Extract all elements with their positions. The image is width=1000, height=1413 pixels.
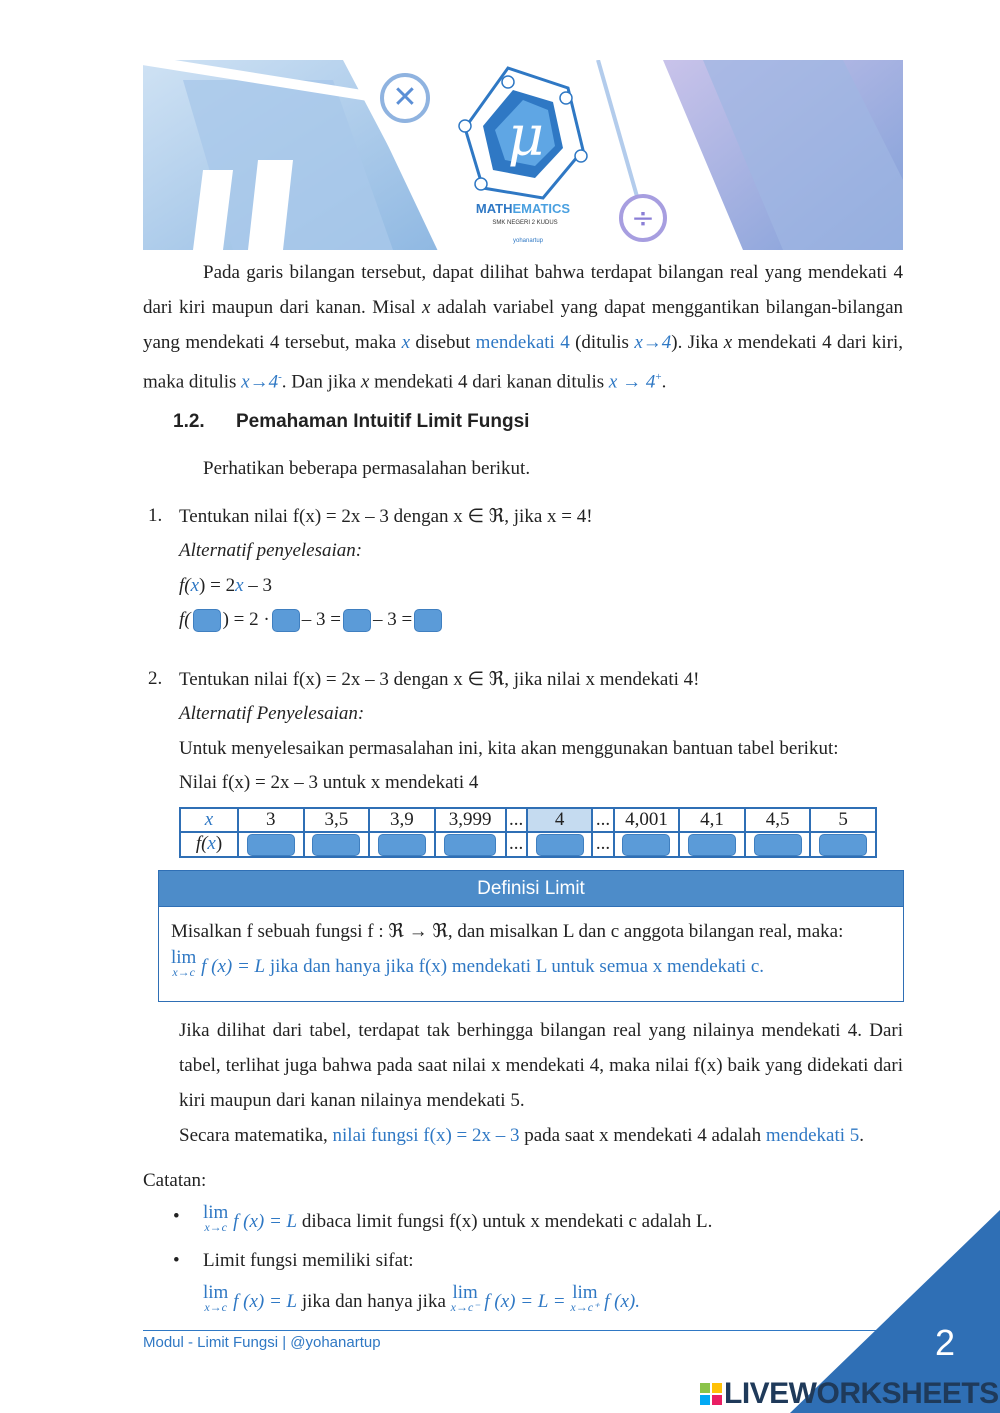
definition-box bbox=[158, 870, 904, 1002]
fx-cell bbox=[238, 832, 304, 857]
fx-cell bbox=[810, 832, 876, 857]
answer-input-x[interactable] bbox=[193, 609, 221, 632]
x-value-cell: 3,9 bbox=[369, 808, 435, 832]
definition-line2: lim x→c f (x) = L jika dan hanya jika f(x) mendekati L untuk semua x mendekati c. bbox=[171, 947, 765, 979]
section-title: Pemahaman Intuitif Limit Fungsi bbox=[235, 411, 530, 432]
fx-cell bbox=[527, 832, 593, 857]
fx-input-4-001[interactable] bbox=[622, 834, 670, 856]
fx-input-4-1[interactable] bbox=[688, 834, 736, 856]
problem-1-equation: f(x) = 2x – 3 bbox=[179, 575, 273, 596]
row-label-fx: f(x) bbox=[180, 832, 238, 857]
problem-1-fill-equation: f( ) = 2 · – 3 = – 3 = bbox=[179, 609, 444, 632]
problem-2-line1: Untuk menyelesaikan permasalahan ini, kita akan menggunakan bantuan tabel berikut: bbox=[179, 738, 839, 759]
liveworksheets-label: LIVEWORKSHEETS bbox=[724, 1377, 999, 1410]
explanation-conclusion: Secara matematika, nilai fungsi f(x) = 2x – 3 pada saat x mendekati 4 adalah mendekati 5. bbox=[179, 1125, 864, 1146]
fx-cell: ... bbox=[506, 832, 527, 857]
x-value-cell: ... bbox=[592, 808, 613, 832]
page-number: 2 bbox=[935, 1322, 956, 1363]
row-label-x: x bbox=[180, 808, 238, 832]
note-2: Limit fungsi memiliki sifat: bbox=[203, 1250, 414, 1271]
problem-2-line2: Nilai f(x) = 2x – 3 untuk x mendekati 4 bbox=[179, 772, 479, 793]
svg-text:✕: ✕ bbox=[392, 80, 418, 115]
fx-cell bbox=[435, 832, 506, 857]
header-banner bbox=[143, 60, 903, 250]
svg-text:SMK NEGERI 2 KUDUS: SMK NEGERI 2 KUDUS bbox=[492, 220, 558, 226]
svg-text:÷: ÷ bbox=[631, 201, 655, 234]
problem-1-alt-label: Alternatif penyelesaian: bbox=[179, 540, 363, 561]
fx-cell bbox=[369, 832, 435, 857]
x-value-cell: ... bbox=[506, 808, 527, 832]
definition-title: Definisi Limit bbox=[159, 871, 903, 907]
svg-text:yohanartup: yohanartup bbox=[512, 238, 544, 244]
answer-input-result[interactable] bbox=[414, 609, 442, 632]
note-2-formula: lim x→c f (x) = L jika dan hanya jika lim x→c⁻ f (x) = L = lim x→c⁺ f (x). bbox=[203, 1282, 640, 1314]
fx-input-3-999[interactable] bbox=[444, 834, 496, 856]
problem-1-number: 1. bbox=[148, 505, 163, 526]
footer-text: Modul - Limit Fungsi | @yohanartup bbox=[143, 1334, 381, 1351]
fx-input-4-5[interactable] bbox=[754, 834, 802, 856]
fx-cell bbox=[304, 832, 370, 857]
problem-2-statement: Tentukan nilai f(x) = 2x – 3 dengan x ∈ ℜ, jika nilai x mendekati 4! bbox=[179, 669, 700, 690]
banner-graphic bbox=[143, 60, 903, 250]
fx-cell bbox=[745, 832, 811, 857]
table-row-fx bbox=[180, 832, 876, 857]
section-lead: Perhatikan beberapa permasalahan berikut. bbox=[203, 458, 531, 479]
fx-cell bbox=[679, 832, 745, 857]
footer-divider bbox=[143, 1330, 903, 1331]
fx-input-3-5[interactable] bbox=[312, 834, 360, 856]
note-1: lim x→c f (x) = L dibaca limit fungsi f(x) untuk x mendekati c adalah L. bbox=[203, 1202, 713, 1234]
bullet-icon: • bbox=[173, 1206, 180, 1227]
x-value-cell: 5 bbox=[810, 808, 876, 832]
x-value-cell: 3,5 bbox=[304, 808, 370, 832]
x-value-cell: 4,1 bbox=[679, 808, 745, 832]
problem-2-alt-label: Alternatif Penyelesaian: bbox=[179, 703, 365, 724]
fx-cell bbox=[614, 832, 680, 857]
fx-input-5[interactable] bbox=[819, 834, 867, 856]
x-value-cell: 4,5 bbox=[745, 808, 811, 832]
definition-line1: Misalkan f sebuah fungsi f : ℜ → ℜ, dan misalkan L dan c anggota bilangan real, maka: bbox=[171, 921, 844, 942]
section-heading bbox=[173, 411, 529, 433]
fx-cell: ... bbox=[592, 832, 613, 857]
fx-input-3-9[interactable] bbox=[378, 834, 426, 856]
limit-values-table bbox=[179, 807, 877, 858]
section-number: 1.2. bbox=[173, 411, 205, 432]
intro-paragraph: Pada garis bilangan tersebut, dapat dilihat bahwa terdapat bilangan real yang mendekati 4 dari kiri maupun dari kanan. Misal x adalah variabel yang dapat menggantikan bilangan-bilangan yang mendekati 4 tersebut, maka x disebut mendekati 4 (ditulis x→4). Jika x mendekati 4 dari kiri, maka ditulis x→4-. Dan jika x mendekati 4 dari kanan ditulis x → 4+. bbox=[143, 262, 904, 393]
fx-input-3[interactable] bbox=[247, 834, 295, 856]
table-row-x bbox=[180, 808, 876, 832]
bullet-icon: • bbox=[173, 1250, 180, 1271]
explanation-paragraph: Jika dilihat dari tabel, terdapat tak berhingga bilangan real yang nilainya mendekati 4. Dari tabel, terlihat juga bahwa pada saat nilai x mendekati 4, maka nilai f(x) baik yang didekati dari kiri maupun dari kanan nilainya mendekati 5. bbox=[179, 1020, 903, 1111]
x-value-cell: 3,999 bbox=[435, 808, 506, 832]
liveworksheets-watermark bbox=[700, 1378, 999, 1410]
svg-text:MATHEMATICS: MATHEMATICS bbox=[475, 201, 571, 216]
svg-text:μ: μ bbox=[507, 104, 545, 169]
x-value-cell: 4,001 bbox=[614, 808, 680, 832]
problem-1-statement: Tentukan nilai f(x) = 2x – 3 dengan x ∈ ℜ, jika x = 4! bbox=[179, 506, 593, 527]
notes-title: Catatan: bbox=[143, 1170, 207, 1191]
liveworksheets-logo-icon bbox=[700, 1383, 722, 1405]
answer-input-x2[interactable] bbox=[272, 609, 300, 632]
x-value-cell: 3 bbox=[238, 808, 304, 832]
fx-input-4[interactable] bbox=[536, 834, 584, 856]
x-value-cell-target: 4 bbox=[527, 808, 593, 832]
problem-2-number: 2. bbox=[148, 668, 163, 689]
answer-input-product[interactable] bbox=[343, 609, 371, 632]
